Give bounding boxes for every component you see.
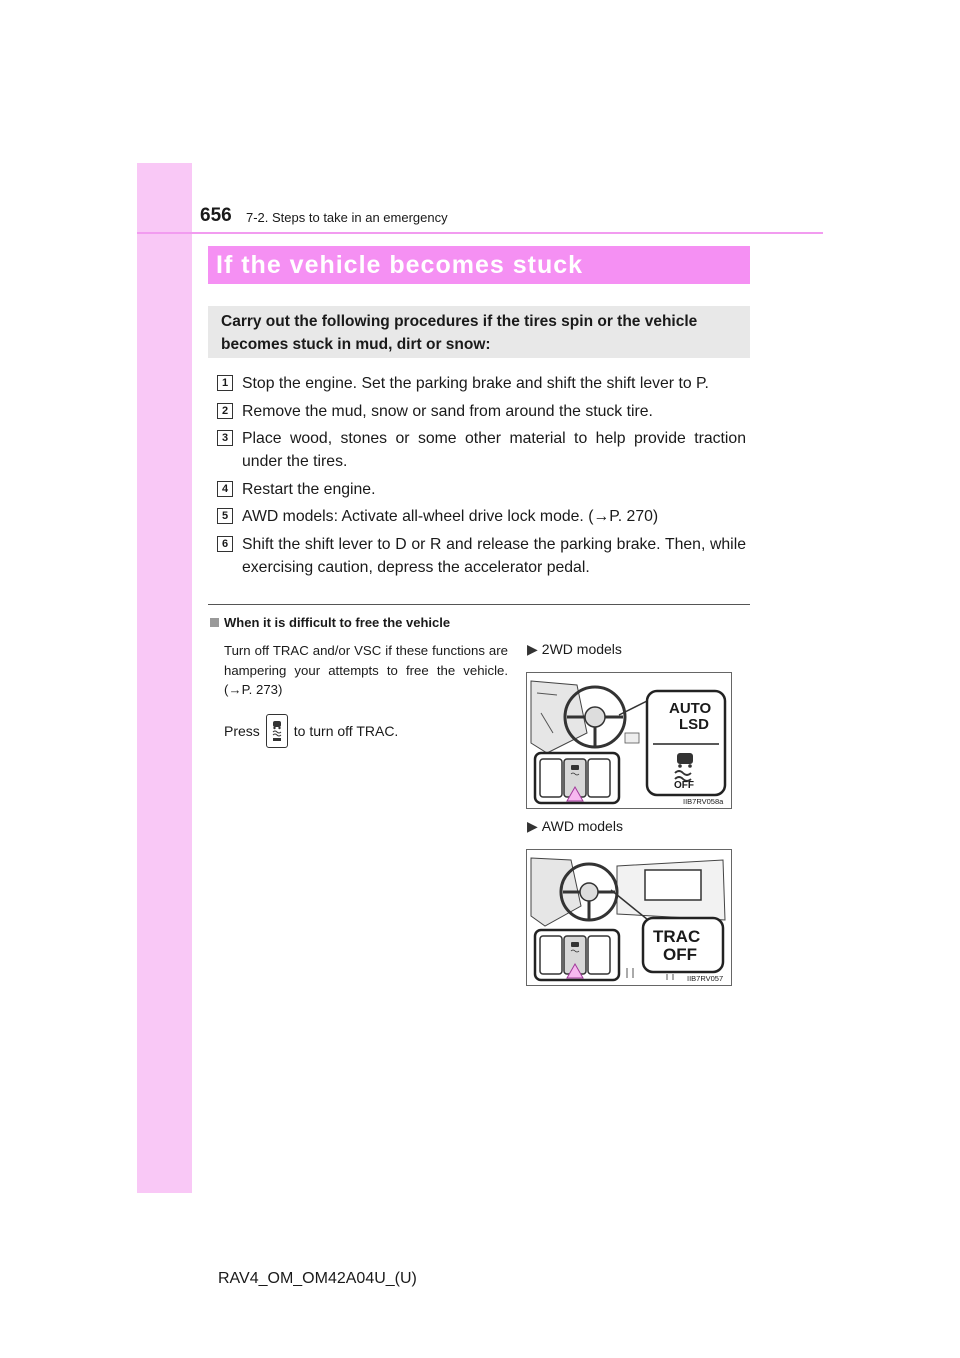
figure-label-2wd bbox=[527, 641, 622, 658]
press-after-text: to turn off TRAC. bbox=[293, 723, 399, 739]
figure-code: IIB7RV058a bbox=[683, 797, 724, 806]
step-text: Remove the mud, snow or sand from around the stuck tire. bbox=[242, 402, 653, 420]
auto-lsd-button-text bbox=[669, 701, 711, 733]
figure-label-text: 2WD models bbox=[541, 641, 622, 657]
header-rule bbox=[137, 232, 823, 234]
section-title: 7-2. Steps to take in an emergency bbox=[246, 210, 448, 225]
step-number: 6 bbox=[217, 536, 233, 552]
side-color-strip bbox=[137, 163, 192, 1193]
trac-off-button-text bbox=[653, 928, 700, 964]
footer-code: RAV4_OM_OM42A04U_(U) bbox=[218, 1270, 417, 1287]
intro-box: Carry out the following procedures if the tires spin or the vehicle becomes stuck in mud, dirt or snow: bbox=[208, 306, 750, 358]
figure-awd-dashboard bbox=[526, 849, 732, 986]
step-item bbox=[216, 533, 746, 579]
step-text: Restart the engine. bbox=[242, 480, 376, 498]
step-number: 3 bbox=[217, 430, 233, 446]
triangle-right-icon: ▶ bbox=[527, 641, 538, 657]
step-item bbox=[216, 478, 746, 501]
vsc-off-icon bbox=[266, 714, 288, 748]
figure-2wd-dashboard bbox=[526, 672, 732, 809]
page-number: 656 bbox=[200, 205, 232, 226]
figure-label-awd bbox=[527, 818, 623, 835]
step-number: 4 bbox=[217, 481, 233, 497]
step-text: Stop the engine. Set the parking brake and shift the shift lever to P. bbox=[242, 375, 709, 392]
title-bar bbox=[208, 246, 750, 284]
step-text: Shift the shift lever to D or R and release the parking brake. Then, while exercising caution, depress the accelerator pedal. bbox=[242, 535, 746, 576]
step-number: 5 bbox=[217, 508, 233, 524]
page-title: If the vehicle becomes stuck bbox=[216, 250, 584, 279]
press-instruction bbox=[224, 713, 398, 749]
step-item bbox=[216, 427, 746, 473]
figure-label-text: AWD models bbox=[541, 818, 623, 834]
bullet-square-icon bbox=[210, 618, 219, 627]
button-line-2: LSD bbox=[679, 716, 709, 733]
triangle-right-icon: ▶ bbox=[527, 818, 538, 834]
step-text: AWD models: Activate all-wheel drive lock mode. (→P. 270) bbox=[242, 508, 659, 525]
note-heading bbox=[210, 615, 450, 630]
step-text: Place wood, stones or some other material to help provide traction under the tires. bbox=[242, 430, 746, 470]
figure-code: IIB7RV057 bbox=[687, 974, 724, 983]
step-item bbox=[216, 400, 746, 423]
off-label: OFF bbox=[674, 780, 694, 791]
note-text: Turn off TRAC and/or VSC if these functions are hampering your attempts to free the vehicle. (→P. 273) bbox=[224, 643, 508, 697]
step-number: 1 bbox=[217, 375, 233, 391]
button-line-1: AUTO bbox=[669, 700, 712, 717]
step-item bbox=[216, 372, 746, 395]
dashboard-illustration-2wd bbox=[527, 673, 731, 808]
button-line-2: OFF bbox=[663, 945, 697, 964]
step-item bbox=[216, 505, 746, 528]
press-before-text: Press bbox=[224, 723, 260, 739]
section-divider bbox=[208, 604, 750, 605]
note-heading-text: When it is difficult to free the vehicle bbox=[224, 615, 451, 630]
steps-list bbox=[216, 372, 746, 583]
button-line-1: TRAC bbox=[653, 927, 701, 946]
dashboard-illustration-awd bbox=[527, 850, 731, 985]
step-number: 2 bbox=[217, 403, 233, 419]
